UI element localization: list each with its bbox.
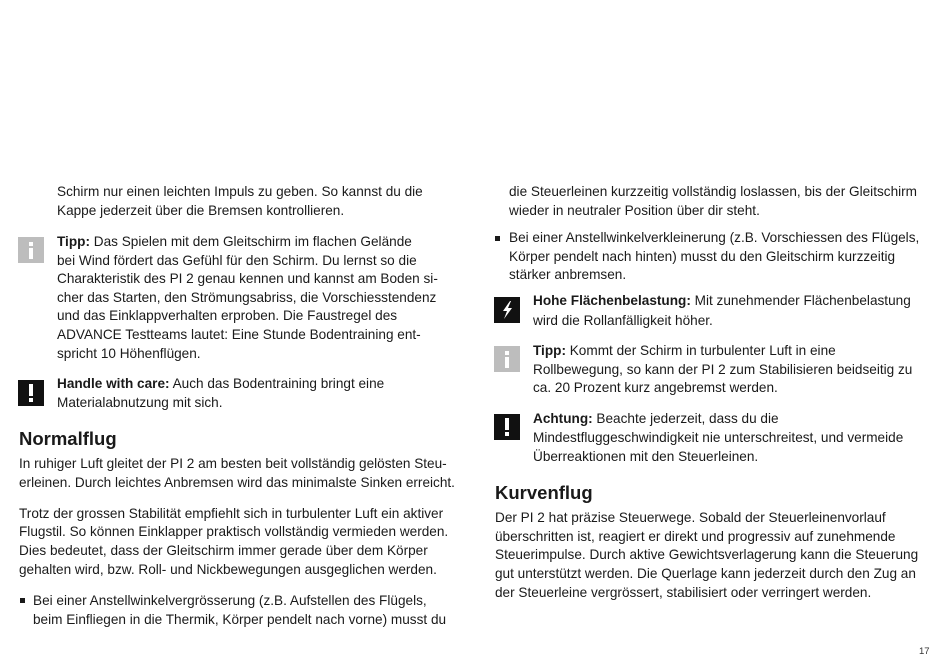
warn-first-line: Achtung: Beachte jederzeit, dass du die xyxy=(533,411,779,426)
paragraph-line: Dies bedeutet, dass der Gleitschirm immer gerade über dem Körper xyxy=(19,543,428,558)
tip-line: bei Wind fördert das Gefühl für den Schirm. Du lernst so die xyxy=(57,253,417,268)
info-icon xyxy=(18,237,44,263)
warning-icon xyxy=(494,414,520,440)
paragraph-line: Steuerimpulse. Durch aktive Gewichtsverlagerung kann die Steuerung xyxy=(495,547,919,562)
warn-label: Achtung: xyxy=(533,411,593,426)
info-icon xyxy=(494,346,520,372)
tip-line: und das Einklappverhalten erproben. Die Faustregel des xyxy=(57,308,398,323)
normalflug-heading: Normalflug xyxy=(19,428,117,449)
tip-first-line: Tipp: Das Spielen mit dem Gleitschirm im flachen Gelände xyxy=(57,234,412,249)
tip-line: Charakteristik des PI 2 genau kennen und kannst am Boden si- xyxy=(57,271,438,286)
tip-first-line: Tipp: Kommt der Schirm in turbulenter Luft in eine xyxy=(533,343,836,358)
warning-icon xyxy=(18,380,44,406)
paragraph-line: überschritten ist, reagiert er direkt und progressiv auf zunehmende xyxy=(495,529,896,544)
intro-line: Kappe jederzeit über die Bremsen kontrollieren. xyxy=(57,203,345,218)
bullet-marker xyxy=(495,236,500,241)
warn-line: Überreaktionen mit den Steuerleinen. xyxy=(533,449,759,464)
tip-label: Tipp: xyxy=(57,234,90,249)
paragraph-line: der Steuerleine vergrössert, stabilisiert oder verringert werden. xyxy=(495,585,872,600)
lightning-icon xyxy=(494,297,520,323)
load-label: Hohe Flächenbelastung: xyxy=(533,293,691,308)
paragraph-line: gut unterstützt werden. Die Querlage kann jederzeit durch den Zug an xyxy=(495,566,916,581)
paragraph-line: gehalten wird, bzw. Roll- und Nickbewegungen ausgeglichen werden. xyxy=(19,562,437,577)
page-number: 17 xyxy=(919,646,930,657)
bullet-line: beim Einfliegen in die Thermik, Körper pendelt nach vorne) musst du xyxy=(33,612,447,627)
paragraph-line: Flugstil. So können Einklapper praktisch vollständig vermieden werden. xyxy=(19,524,449,539)
tip-line: Rollbewegung, so kann der PI 2 zum Stabilisieren beidseitig zu xyxy=(533,362,913,377)
bullet-line: Bei einer Anstellwinkelverkleinerung (z.B. Vorschiessen des Flügels, xyxy=(509,230,920,245)
load-line: wird die Rollanfälligkeit höher. xyxy=(533,313,713,328)
bullet-line: Körper pendelt nach hinten) musst du den Gleitschirm kurzzeitig xyxy=(509,249,896,264)
tip-line: ca. 20 Prozent kurz angebremst werden. xyxy=(533,380,778,395)
paragraph-line: Trotz der grossen Stabilität empfiehlt sich in turbulenter Luft ein aktiver xyxy=(19,506,444,521)
handle-label: Handle with care: xyxy=(57,376,170,391)
tip-label: Tipp: xyxy=(533,343,566,358)
load-first-line: Hohe Flächenbelastung: Mit zunehmender Flächenbelastung xyxy=(533,293,911,308)
tip-line: spricht 10 Höhenflügen. xyxy=(57,346,201,361)
paragraph-line: Der PI 2 hat präzise Steuerwege. Sobald der Steuerleinenvorlauf xyxy=(495,510,886,525)
continued-line: die Steuerleinen kurzzeitig vollständig loslassen, bis der Gleitschirm xyxy=(509,184,918,199)
bullet-line: Bei einer Anstellwinkelvergrösserung (z.B. Aufstellen des Flügels, xyxy=(33,593,427,608)
paragraph-line: In ruhiger Luft gleitet der PI 2 am besten beit vollständig gelösten Steu- xyxy=(19,456,447,471)
warn-line: Mindestfluggeschwindigkeit nie unterschreitest, und vermeide xyxy=(533,430,904,445)
paragraph-line: erleinen. Durch leichtes Anbremsen wird das minimalste Sinken erreicht. xyxy=(19,475,455,490)
tip-line: ADVANCE Testteams lautet: Eine Stunde Bodentraining ent- xyxy=(57,327,421,342)
continued-line: wieder in neutraler Position über dir steht. xyxy=(509,203,760,218)
intro-line: Schirm nur einen leichten Impuls zu geben. So kannst du die xyxy=(57,184,423,199)
bullet-marker xyxy=(20,598,25,603)
handle-first-line: Handle with care: Auch das Bodentraining bringt eine xyxy=(57,376,385,391)
tip-line: cher das Starten, den Strömungsabriss, die Vorschiesstendenz xyxy=(57,290,437,305)
bullet-line: stärker anbremsen. xyxy=(509,267,627,282)
kurvenflug-heading: Kurvenflug xyxy=(495,482,593,503)
handle-line: Materialabnutzung mit sich. xyxy=(57,395,223,410)
